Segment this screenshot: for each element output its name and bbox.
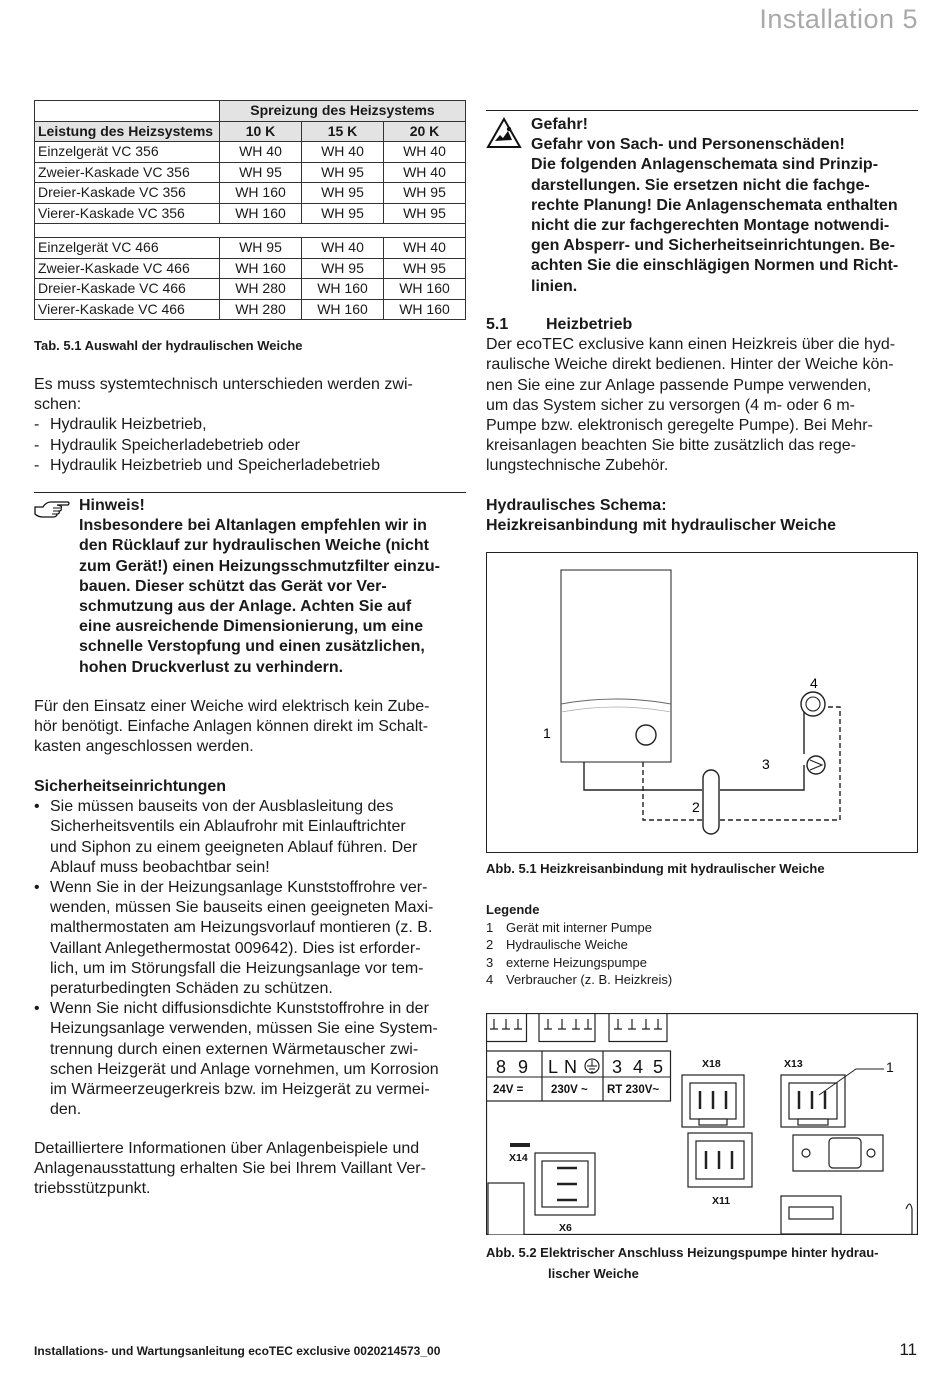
table-cell: WH 40 — [301, 238, 383, 259]
table-cell: WH 40 — [383, 142, 465, 163]
table-cell: WH 95 — [301, 203, 383, 224]
terminal-digit: 8 — [496, 1057, 507, 1077]
danger-box: Gefahr! Gefahr von Sach- und Personenschäden! Die folgenden Anlagenschemata sind Prinzip- darstellungen. Sie ersetzen nicht die fachge- rechte Planung! Die Anlagenschemata enthalten nicht die zur fachgerechten Montage notwendi- gen Absperr- und Sicherheitseinrichtungen. Be- achten Sie die einschlägigen Normen und Richt- linien. — [531, 115, 926, 297]
connector-label: X13 — [784, 1058, 803, 1070]
legend-title: Legende — [486, 902, 540, 917]
table-cell: WH 95 — [383, 258, 465, 279]
list-item: - Hydraulik Speicherladebetrieb oder — [34, 436, 300, 454]
terminal-digit: 9 — [518, 1057, 529, 1077]
safety-heading: Sicherheitseinrichtungen — [34, 778, 227, 795]
table-cell: Zweier-Kaskade VC 466 — [35, 258, 220, 279]
table-cell: WH 95 — [220, 162, 302, 183]
hydraulic-schema-figure — [486, 552, 918, 859]
table-row — [35, 162, 466, 183]
table-cell: WH 95 — [301, 183, 383, 204]
table-row — [35, 183, 466, 204]
section-heading: 5.1 Heizbetrieb — [486, 316, 633, 333]
table-cell: WH 160 — [383, 279, 465, 300]
table-cell: WH 95 — [301, 258, 383, 279]
table-cell: WH 160 — [220, 258, 302, 279]
table-cell: WH 280 — [220, 279, 302, 300]
voltage-label: 24V = — [493, 1084, 524, 1096]
warning-triangle-icon — [486, 117, 522, 154]
note-divider — [34, 492, 466, 493]
legend-item: 1 Gerät mit interner Pumpe — [486, 919, 652, 935]
table-cell: WH 95 — [301, 162, 383, 183]
table-row — [35, 238, 466, 259]
safety-section — [34, 777, 474, 1120]
dash-list — [34, 415, 474, 476]
list-item: - Hydraulik Heizbetrieb, — [34, 416, 207, 434]
legend-item: 2 Hydraulische Weiche — [486, 937, 628, 952]
table-cell: WH 160 — [301, 279, 383, 300]
list-item: - Hydraulik Heizbetrieb und Speicherladebetrieb — [34, 456, 380, 474]
figure-2-caption: Abb. 5.2 Elektrischer Anschluss Heizungspumpe hinter hydrau- lischer Weiche — [486, 1245, 879, 1281]
table-cell: WH 160 — [220, 183, 302, 204]
list-item: • Wenn Sie in der Heizungsanlage Kunststoffrohre ver- wenden, müssen Sie bauseits einen geeigneten Maxi- malthermostaten am Heizungsvorlauf montieren (z. B. Vaillant Anlegethermostat 009642). Dies ist erforder- lich, um im Störungsfall die Heizungsanlage vor tem- peraturbedingten Schäden zu schützen. — [34, 879, 434, 998]
table-caption: Tab. 5.1 Auswahl der hydraulischen Weiche — [34, 338, 303, 353]
table-cell: WH 160 — [220, 203, 302, 224]
list-item: • Sie müssen bauseits von der Ausblasleitung des Sicherheitsventils ein Ablaufrohr mit Einlauftrichter und Siphon zu einem geeigneten Ablauf führen. Der Ablauf muss beobachtbar sein! — [34, 798, 418, 876]
page-number: 11 — [899, 1340, 917, 1359]
table-row — [35, 279, 466, 300]
legend — [486, 901, 786, 989]
list-item: • Wenn Sie nicht diffusionsdichte Kunststoffrohre in der Heizungsanlage verwenden, müssen Sie eine System- trennung durch einen externen Wärmetauscher zwi- schen Heizgerät und Anlage vornehmen, um Korrosion im Wärmeerzeugerkreis bzw. im Heizgerät zu vermei- den. — [34, 1000, 439, 1119]
terminal-digit: 5 — [653, 1057, 664, 1077]
figure-1-caption: Abb. 5.1 Heizkreisanbindung mit hydraulischer Weiche — [486, 861, 825, 876]
connector-label: X14 — [509, 1152, 528, 1164]
intro-paragraph: Es muss systemtechnisch unterschieden werden zwi- schen: - Hydraulik Heizbetrieb, - Hydraulik Speicherladebetrieb oder - Hydraulik Heizbetrieb und Speicherladebetrieb — [34, 375, 474, 476]
weiche-paragraph: Für den Einsatz einer Weiche wird elektrisch kein Zube- hör benötigt. Einfache Anlagen können direkt im Schalt- kasten angeschlossen werden. — [34, 698, 430, 756]
table-cell: Vierer-Kaskade VC 466 — [35, 299, 220, 320]
connector-label: X18 — [702, 1058, 721, 1070]
table-cell: Vierer-Kaskade VC 356 — [35, 203, 220, 224]
table-cell: WH 40 — [220, 142, 302, 163]
table-row — [35, 299, 466, 320]
table-group-header: Spreizung des Heizsystems — [220, 101, 466, 122]
terminal-digit: 4 — [633, 1057, 644, 1077]
section-heizbetrieb: 5.1 Heizbetrieb Der ecoTEC exclusive kann einen Heizkreis über die hyd- raulische Weiche direkt bedienen. Hinter der Weiche kön- nen Sie eine zur Anlage passende Pumpe verwenden, um das System sicher zu versorgen (4 m- oder 6 m- Pumpe bzw. elektronisch geregelte Pumpe). Bei Mehr- kreisanlagen beachten Sie bitte zusätzlich das rege- lungstechnische Zubehör. — [486, 315, 926, 477]
table-col-header: 20 K — [383, 121, 465, 142]
legend-item: 4 Verbraucher (z. B. Heizkreis) — [486, 972, 673, 987]
table-cell: Dreier-Kaskade VC 466 — [35, 279, 220, 300]
table-row — [35, 258, 466, 279]
note-title: Hinweis! — [79, 497, 145, 514]
figure-label: 2 — [692, 799, 700, 815]
voltage-label: 230V ~ — [551, 1084, 588, 1096]
connector-label: X11 — [712, 1195, 731, 1207]
table-col-header: 10 K — [220, 121, 302, 142]
table-cell: WH 95 — [383, 203, 465, 224]
table-cell: WH 160 — [383, 299, 465, 320]
table-cell: WH 95 — [220, 238, 302, 259]
schema-heading: Hydraulisches Schema: Heizkreisanbindung mit hydraulischer Weiche — [486, 497, 837, 535]
table-cell: WH 95 — [383, 183, 465, 204]
voltage-label: RT 230V~ — [607, 1084, 660, 1096]
figure-label: 4 — [810, 675, 818, 691]
pointing-hand-icon — [33, 499, 71, 524]
table-cell: WH 160 — [301, 299, 383, 320]
weiche-selection-table — [34, 100, 466, 320]
figure-label: 1 — [543, 725, 551, 741]
bullet-list — [34, 797, 474, 1120]
table-cell: WH 40 — [383, 238, 465, 259]
table-row — [35, 203, 466, 224]
table-col-header: 15 K — [301, 121, 383, 142]
figure-label: 3 — [762, 756, 770, 772]
terminal-digit: 3 — [612, 1057, 623, 1077]
page-header-title: Installation 5 — [759, 4, 918, 34]
danger-title: Gefahr! — [531, 116, 588, 133]
note-box: Hinweis! Insbesondere bei Altanlagen empfehlen wir in den Rücklauf zur hydraulischen Weiche (nicht zum Gerät!) einen Heizungsschmutzfilter einzu- bauen. Dieser schützt das Gerät vor Ver- schmutzung aus der Anlage. Achten Sie auf eine ausreichende Dimensionierung, um eine schnelle Verstopfung und einen zusätzlichen, hohen Druckverlust zu verhindern. — [79, 496, 474, 678]
info-paragraph: Detailliertere Informationen über Anlagenbeispiele und Anlagenausstattung erhalten Sie bei Ihrem Vaillant Ver- triebsstützpunkt. — [34, 1140, 426, 1198]
table-col-header: Leistung des Heizsystems — [35, 121, 220, 142]
table-cell: Einzelgerät VC 356 — [35, 142, 220, 163]
terminal-digit: L — [548, 1057, 559, 1077]
footer-document-title: Installations- und Wartungsanleitung ecoTEC exclusive 0020214573_00 — [34, 1344, 441, 1358]
electrical-connection-figure — [486, 1013, 918, 1240]
legend-item: 3 externe Heizungspumpe — [486, 954, 647, 970]
table-cell: Zweier-Kaskade VC 356 — [35, 162, 220, 183]
table-cell: WH 40 — [301, 142, 383, 163]
terminal-digit: N — [564, 1057, 577, 1077]
callout-label: 1 — [886, 1059, 894, 1075]
table-cell: Einzelgerät VC 466 — [35, 238, 220, 259]
table-cell: WH 280 — [220, 299, 302, 320]
danger-divider — [486, 110, 918, 111]
table-cell: Dreier-Kaskade VC 356 — [35, 183, 220, 204]
table-row — [35, 142, 466, 163]
table-cell: WH 40 — [383, 162, 465, 183]
connector-label: X6 — [559, 1222, 572, 1234]
